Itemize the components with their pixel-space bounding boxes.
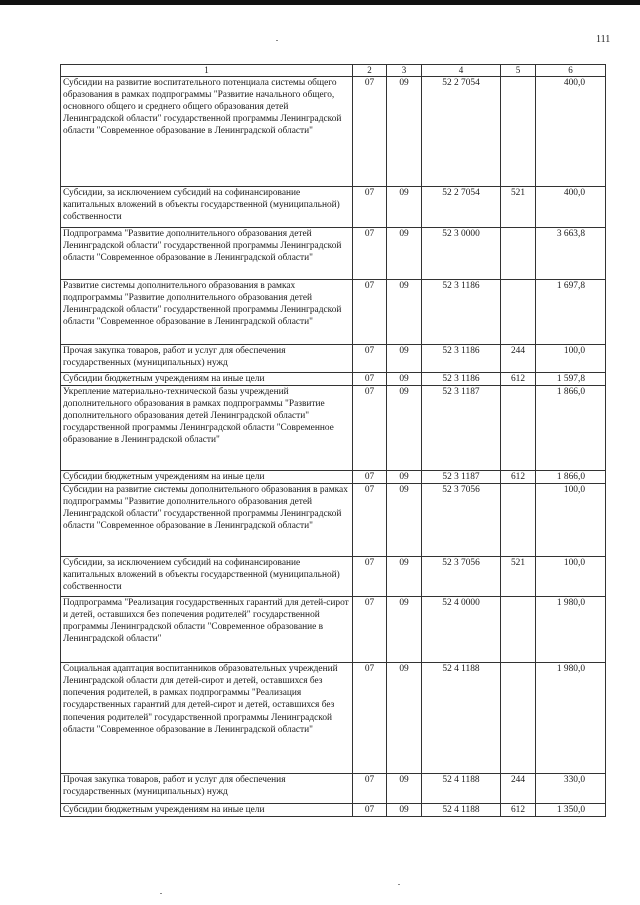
amount: 1 597,8 [536,373,606,386]
expense-type-code: 521 [501,557,536,597]
row-name: Субсидии на развитие воспитательного потенциала системы общего образования в рамках подпрограммы "Развитие начального общего, основного общего и среднего общего образования детей Ленинградской области" государственной программы Ленинградской области "Современное образование в Ленинградской области" [61,77,353,187]
row-name: Субсидии бюджетным учреждениям на иные цели [61,804,353,817]
section-code: 07 [353,663,387,774]
expense-type-code [501,484,536,557]
section-code: 07 [353,597,387,663]
section-code: 07 [353,280,387,345]
table-row [61,557,606,597]
subsection-code: 09 [387,373,422,386]
target-article-code: 52 4 1188 [422,804,501,817]
amount: 1 350,0 [536,804,606,817]
row-name: Субсидии, за исключением субсидий на софинансирование капитальных вложений в объекты государственной (муниципальной) собственности [61,187,353,228]
table-row [61,373,606,386]
amount: 1 980,0 [536,663,606,774]
target-article-code: 52 3 1186 [422,345,501,373]
subsection-code: 09 [387,663,422,774]
row-name: Укрепление материально-технической базы учреждений дополнительного образования в рамках подпрограммы "Развитие дополнительного образования детей Ленинградской области" государственной программы Ленинградской области "Современное образование в Ленинградской области" [61,386,353,471]
amount: 3 663,8 [536,228,606,280]
table-row [61,804,606,817]
table-row [61,187,606,228]
subsection-code: 09 [387,471,422,484]
table-row [61,280,606,345]
table-row [61,77,606,187]
amount: 400,0 [536,77,606,187]
subsection-code: 09 [387,228,422,280]
row-name: Социальная адаптация воспитанников образовательных учреждений Ленинградской области для детей-сирот и детей, оставшихся без попечения родителей, в рамках подпрограммы "Реализация государственных гарантий для детей-сирот и детей, оставшихся без попечения родителей" государственной программы Ленинградской области "Современное образование в Ленинградской области" [61,663,353,774]
target-article-code: 52 4 0000 [422,597,501,663]
section-code: 07 [353,557,387,597]
subsection-code: 09 [387,280,422,345]
page-number: 111 [596,34,611,45]
row-name: Субсидии на развитие системы дополнительного образования в рамках подпрограммы "Развитие дополнительного образования детей Ленинградской области" государственной программы Ленинградской области "Современное образование в Ленинградской области" [61,484,353,557]
target-article-code: 52 3 1186 [422,280,501,345]
row-name: Прочая закупка товаров, работ и услуг для обеспечения государственных (муниципальных) нужд [61,345,353,373]
expense-type-code [501,663,536,774]
budget-table [60,64,606,817]
expense-type-code: 244 [501,774,536,804]
amount: 1 866,0 [536,386,606,471]
scan-top-border [0,0,640,5]
table-row [61,386,606,471]
column-header: 1 [61,65,353,77]
subsection-code: 09 [387,774,422,804]
expense-type-code: 612 [501,471,536,484]
target-article-code: 52 3 1186 [422,373,501,386]
expense-type-code: 612 [501,804,536,817]
scan-speck [398,884,400,885]
column-header: 5 [501,65,536,77]
scan-speck [276,40,278,41]
amount: 100,0 [536,557,606,597]
row-name: Развитие системы дополнительного образования в рамках подпрограммы "Развитие дополнительного образования детей Ленинградской области" государственной программы Ленинградской области "Современное образование в Ленинградской области" [61,280,353,345]
expense-type-code [501,597,536,663]
subsection-code: 09 [387,77,422,187]
expense-type-code: 521 [501,187,536,228]
column-header: 4 [422,65,501,77]
subsection-code: 09 [387,484,422,557]
section-code: 07 [353,228,387,280]
expense-type-code [501,280,536,345]
section-code: 07 [353,373,387,386]
row-name: Прочая закупка товаров, работ и услуг для обеспечения государственных (муниципальных) нужд [61,774,353,804]
section-code: 07 [353,345,387,373]
amount: 100,0 [536,484,606,557]
target-article-code: 52 3 0000 [422,228,501,280]
target-article-code: 52 2 7054 [422,187,501,228]
table-row [61,663,606,774]
amount: 1 697,8 [536,280,606,345]
section-code: 07 [353,804,387,817]
scan-speck [160,893,162,894]
amount: 1 866,0 [536,471,606,484]
row-name: Субсидии, за исключением субсидий на софинансирование капитальных вложений в объекты государственной (муниципальной) собственности [61,557,353,597]
amount: 1 980,0 [536,597,606,663]
expense-type-code: 244 [501,345,536,373]
section-code: 07 [353,774,387,804]
expense-type-code [501,386,536,471]
table-row [61,597,606,663]
section-code: 07 [353,77,387,187]
row-name: Субсидии бюджетным учреждениям на иные цели [61,471,353,484]
table-row [61,484,606,557]
header-row [61,65,606,77]
row-name: Субсидии бюджетным учреждениям на иные цели [61,373,353,386]
row-name: Подпрограмма "Развитие дополнительного образования детей Ленинградской области" государственной программы Ленинградской области "Современное образование в Ленинградской области" [61,228,353,280]
expense-type-code: 612 [501,373,536,386]
amount: 400,0 [536,187,606,228]
amount: 330,0 [536,774,606,804]
subsection-code: 09 [387,597,422,663]
row-name: Подпрограмма "Реализация государственных гарантий для детей-сирот и детей, оставшихся без попечения родителей" государственной программы Ленинградской области "Современное образование в Ленинградской области" [61,597,353,663]
subsection-code: 09 [387,804,422,817]
target-article-code: 52 2 7054 [422,77,501,187]
subsection-code: 09 [387,557,422,597]
table-row [61,774,606,804]
target-article-code: 52 3 1187 [422,471,501,484]
column-header: 2 [353,65,387,77]
table-row [61,471,606,484]
table-row [61,228,606,280]
target-article-code: 52 3 7056 [422,557,501,597]
target-article-code: 52 3 1187 [422,386,501,471]
column-header: 3 [387,65,422,77]
section-code: 07 [353,471,387,484]
subsection-code: 09 [387,345,422,373]
column-header: 6 [536,65,606,77]
target-article-code: 52 3 7056 [422,484,501,557]
expense-type-code [501,228,536,280]
section-code: 07 [353,187,387,228]
subsection-code: 09 [387,386,422,471]
section-code: 07 [353,386,387,471]
section-code: 07 [353,484,387,557]
target-article-code: 52 4 1188 [422,774,501,804]
subsection-code: 09 [387,187,422,228]
expense-type-code [501,77,536,187]
table-row [61,345,606,373]
target-article-code: 52 4 1188 [422,663,501,774]
amount: 100,0 [536,345,606,373]
